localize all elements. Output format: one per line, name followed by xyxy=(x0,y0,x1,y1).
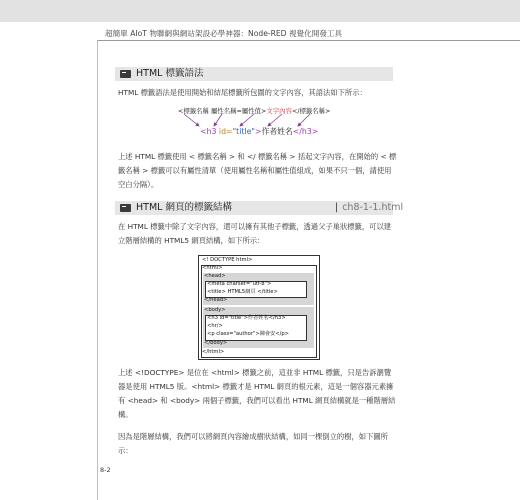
code-line: <body> xyxy=(204,307,226,313)
code-line: </head> xyxy=(204,297,228,303)
file-tag-label: ch8-1-1.html xyxy=(342,202,404,213)
file-tag: | ch8-1-1.html xyxy=(335,202,404,213)
section-title: HTML 網頁的標籤結構 xyxy=(136,202,232,213)
code-line: </html> xyxy=(202,349,225,355)
code-line: <p class="author">陳會安</p> xyxy=(207,331,290,337)
code-line: <meta charset="utf-8"> xyxy=(207,281,272,287)
code-line: <hr/> xyxy=(207,323,223,329)
keyboard-icon xyxy=(120,204,131,212)
tree-paragraph: 因為是階層結構，我們可以將網頁內容繪成樹狀結構，如同一棵倒立的樹，如下圖所示： xyxy=(118,432,388,455)
header-rule xyxy=(97,40,520,41)
example-value: "title" xyxy=(232,127,255,136)
example-content: 作者姓名 xyxy=(261,127,293,136)
section-title: HTML 標籤語法 xyxy=(136,68,204,79)
code-line: </body> xyxy=(204,340,228,346)
code-line: <h3 id="title">作者姓名</h3> xyxy=(207,315,286,321)
example-close-tag: </h3> xyxy=(292,127,319,136)
code-line: <title> HTML5網頁 </title> xyxy=(207,289,278,295)
example-gt: > xyxy=(255,127,262,136)
page-number: 8-2 xyxy=(100,466,111,474)
section-heading-structure xyxy=(115,201,404,215)
doctype-paragraph: 上述 <!DOCTYPE> 是位在 <html> 標籤之前，這並非 HTML 標籤，只是告訴瀏覽器是使用 HTML5 版。<html> 標籤才是 HTML 網頁的根元素，這是一個容器元素擁有 <head> 和 <body> 兩個子標籤，我們可以看出 HTML 網頁結構就是一種階層結構。 xyxy=(118,368,396,419)
syntax-close-tag: </標籤名稱> xyxy=(291,107,331,115)
keyboard-icon xyxy=(120,70,131,78)
section-heading-syntax xyxy=(115,67,393,81)
syntax-open-tag: <標籤名稱 屬性名稱=屬性值> xyxy=(178,107,267,115)
structure-paragraph: 在 HTML 標籤中除了文字內容，還可以擁有其他子標籤，透過父子巢狀標籤，可以建立階層結構的 HTML5 網頁結構，如下所示： xyxy=(118,222,392,245)
example-attr: id= xyxy=(218,127,233,136)
margin-rule xyxy=(97,40,98,500)
example-open-tag: <h3 xyxy=(200,127,217,136)
running-header: 超簡單 AIoT 物聯網與網站架設必學神器：Node-RED 視覺化開發工具 xyxy=(105,29,343,38)
code-line: <! DOCTYPE html> xyxy=(202,257,253,263)
code-line: <html> xyxy=(202,265,223,271)
intro-paragraph: HTML 標籤語法是使用開始和結尾標籤所包圍的文字內容，其語法如下所示： xyxy=(118,88,367,97)
code-line: <head> xyxy=(204,273,226,279)
syntax-example xyxy=(200,126,318,137)
top-band xyxy=(0,0,520,22)
explanation-paragraph: 上述 HTML 標籤使用 < 標籤名稱 > 和 </ 標籤名稱 > 括起文字內容，在開始的 < 標籤名稱 > 標籤可以有屬性清單（使用屬性名稱和屬性值組成，如果不只一個，請使用空白分隔）。 xyxy=(118,152,397,189)
html-structure-diagram xyxy=(198,255,320,360)
syntax-content: 文字內容 xyxy=(266,107,292,115)
